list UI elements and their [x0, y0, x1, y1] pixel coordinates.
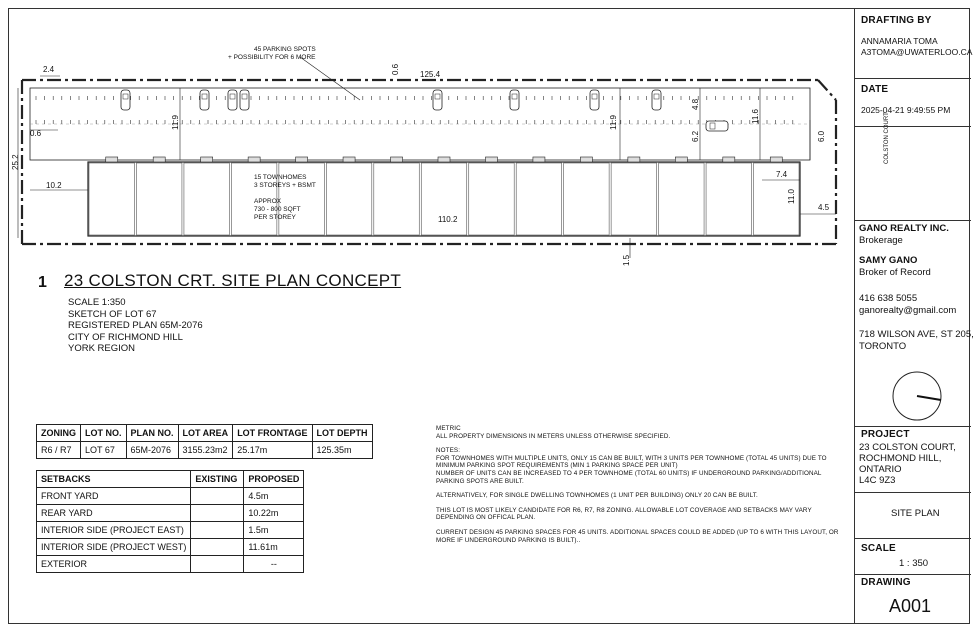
sheet-name: SITE PLAN	[891, 508, 940, 519]
porch-step	[201, 157, 213, 162]
dim-11-6: 11.6	[751, 109, 760, 124]
setback-cell	[191, 488, 244, 505]
car-icon	[240, 90, 249, 110]
project-line-1: 23 COLSTON COURT,	[859, 442, 956, 453]
car-icon	[706, 121, 728, 131]
plan-info-line: YORK REGION	[68, 343, 136, 354]
dim-7-4: 7.4	[776, 170, 788, 179]
date-value: 2025-04-21 9:49:55 PM	[861, 105, 951, 115]
email: ganorealty@gmail.com	[859, 305, 957, 316]
porch-step	[533, 157, 545, 162]
car-icon	[510, 90, 519, 110]
dim-1-5: 1.5	[622, 254, 631, 266]
lot-cell: 65M-2076	[126, 442, 178, 459]
lot-header: LOT FRONTAGE	[233, 425, 312, 442]
porch-step	[391, 157, 403, 162]
setback-cell	[191, 522, 244, 539]
project-line-3: ONTARIO	[859, 464, 902, 475]
setback-cell	[191, 505, 244, 522]
setback-cell: FRONT YARD	[37, 488, 191, 505]
porch-step	[485, 157, 497, 162]
svg-text:730 - 800 SQFT: 730 - 800 SQFT	[254, 206, 301, 213]
setbacks-header: SETBACKS	[37, 471, 191, 488]
svg-text:3 STOREYS + BSMT: 3 STOREYS + BSMT	[254, 182, 316, 189]
dim-10-2: 10.2	[46, 181, 62, 190]
project-section	[855, 426, 971, 427]
lot-header: LOT AREA	[178, 425, 233, 442]
broker-section	[855, 220, 971, 221]
setbacks-header: EXISTING	[191, 471, 244, 488]
drafting-head: DRAFTING BY	[861, 15, 932, 26]
note-2: NUMBER OF UNITS CAN BE INCREASED TO 4 PER TOWNHOME (TOTAL 60 UNITS) IF UNDERGROUND PARKING/ADDITIONAL PARKING SPOTS ARE BUILT.	[436, 469, 822, 485]
plan-title: 23 COLSTON CRT. SITE PLAN CONCEPT	[64, 271, 402, 290]
title-block	[854, 8, 974, 624]
street-label: COLSTON COURT	[884, 112, 890, 164]
company-name: GANO REALTY INC.	[859, 223, 949, 234]
setbacks-header: PROPOSED	[244, 471, 304, 488]
address-line-2: TORONTO	[859, 341, 907, 352]
notes-block	[436, 425, 848, 551]
note-4: THIS LOT IS MOST LIKELY CANDIDATE FOR R6, R7, R8 ZONING. ALLOWABLE LOT COVERAGE AND SETBACKS MAY VARY DEPENDING ON OFFICAL PLAN.	[436, 506, 812, 522]
lot-cell: LOT 67	[81, 442, 127, 459]
setback-cell: INTERIOR SIDE (PROJECT EAST)	[37, 522, 191, 539]
car-icon	[590, 90, 599, 110]
drafter-email: A3TOMA@UWATERLOO.CA	[861, 47, 973, 57]
project-line-2: ROCHMOND HILL,	[859, 453, 942, 464]
setback-cell	[191, 556, 244, 573]
plan-info-line: SCALE 1:350	[68, 297, 126, 308]
parking-note-2: + POSSIBILITY FOR 6 MORE	[228, 54, 316, 61]
porch-step	[438, 157, 450, 162]
setback-cell: REAR YARD	[37, 505, 191, 522]
scale-value: 1 : 350	[899, 558, 929, 569]
setback-cell: 10.22m	[244, 505, 304, 522]
sheet-name-section	[855, 492, 971, 493]
project-line-4: L4C 9Z3	[859, 475, 896, 486]
lot-cell: 125.35m	[312, 442, 372, 459]
svg-text:15 TOWNHOMES: 15 TOWNHOMES	[254, 174, 307, 181]
porch-step	[106, 157, 118, 162]
drawing-number: A001	[889, 596, 932, 616]
setback-cell: 1.5m	[244, 522, 304, 539]
plan-number: 1	[38, 274, 47, 291]
project-head: PROJECT	[861, 429, 910, 440]
porch-step	[770, 157, 782, 162]
setback-cell: 11.61m	[244, 539, 304, 556]
car-icon	[121, 90, 130, 110]
dim-0-6-top: 0.6	[391, 63, 400, 75]
porch-step	[580, 157, 592, 162]
townhome-block	[88, 157, 800, 236]
lot-table	[36, 424, 373, 459]
lot-line-ne-angle	[818, 80, 836, 100]
porch-step	[723, 157, 735, 162]
lot-header: ZONING	[37, 425, 81, 442]
svg-text:PER STOREY: PER STOREY	[254, 214, 296, 221]
notes-head: NOTES:	[436, 447, 461, 455]
dim-11-9-a: 11.9	[171, 115, 180, 130]
lot-cell: R6 / R7	[37, 442, 81, 459]
dim-25-2: 25.2	[11, 154, 20, 170]
drawing-head: DRAWING	[861, 577, 911, 588]
dim-2-4: 2.4	[43, 65, 55, 74]
townhome-outline	[88, 162, 800, 236]
car-icon	[228, 90, 237, 110]
metric-text: ALL PROPERTY DIMENSIONS IN METERS UNLESS OTHERWISE SPECIFIED.	[436, 432, 671, 440]
svg-text:APPROX: APPROX	[254, 198, 282, 205]
parked-cars	[121, 90, 728, 131]
porch-step	[248, 157, 260, 162]
broker-name: SAMY GANO	[859, 255, 918, 266]
dim-4-8: 4.8	[691, 98, 700, 110]
car-icon	[433, 90, 442, 110]
lot-cell: 25.17m	[233, 442, 312, 459]
porch-step	[343, 157, 355, 162]
dim-110-2: 110.2	[438, 215, 458, 224]
plan-info-line: SKETCH OF LOT 67	[68, 308, 157, 320]
date-head: DATE	[861, 84, 889, 95]
porch-step	[628, 157, 640, 162]
dim-125-4: 125.4	[420, 70, 441, 79]
porch-step	[675, 157, 687, 162]
dim-11-0: 11.0	[787, 189, 796, 204]
note-3: ALTERNATIVELY, FOR SINGLE DWELLING TOWNHOMES (1 UNIT PER BUILDING) ONLY 20 CAN BE BUILT.	[436, 492, 758, 500]
setbacks-table	[36, 470, 304, 573]
drafter-name: ANNAMARIA TOMA	[861, 36, 938, 46]
north-arrow-icon	[891, 370, 943, 422]
dim-6-2: 6.2	[691, 130, 700, 142]
setback-cell	[191, 539, 244, 556]
porch-step	[296, 157, 308, 162]
porch-step	[153, 157, 165, 162]
plan-info	[68, 297, 203, 355]
setback-cell: --	[244, 556, 304, 573]
phone: 416 638 5055	[859, 293, 918, 304]
scale-section	[855, 538, 971, 539]
lot-header: LOT DEPTH	[312, 425, 372, 442]
broker-role: Broker of Record	[859, 267, 931, 278]
note-5: CURRENT DESIGN 45 PARKING SPACES FOR 45 UNITS. ADDITIONAL SPACES COULD BE ADDED (UP TO 6 WITH THIS LAYOUT, OR MORE IF UNDERGROUND PARKING IS BUILT)..	[436, 528, 839, 544]
car-icon	[200, 90, 209, 110]
note-1: FOR TOWNHOMES WITH MULTIPLE UNITS, ONLY 15 CAN BE BUILT, WITH 3 UNITS PER TOWNHOME (TOTAL 45 UNITS) DUE TO MINIMUM PARKING SPOT REQUIREMENTS (MIN 1 PARKING SPACE PER UNIT)	[436, 454, 827, 470]
dim-11-9-b: 11.9	[609, 115, 618, 130]
lot-header: LOT NO.	[81, 425, 127, 442]
dim-6-0: 6.0	[817, 130, 826, 142]
plan-info-line: REGISTERED PLAN 65M-2076	[68, 320, 203, 331]
setback-cell: INTERIOR SIDE (PROJECT WEST)	[37, 539, 191, 556]
setback-cell: 4.5m	[244, 488, 304, 505]
dim-4-5: 4.5	[818, 203, 830, 212]
parking-note-1: 45 PARKING SPOTS	[254, 46, 316, 53]
address-line-1: 718 WILSON AVE, ST 205,	[859, 329, 974, 340]
metric-label: METRIC	[436, 425, 461, 432]
scale-head: SCALE	[861, 543, 896, 554]
dim-0-6-left: 0.6	[30, 129, 42, 138]
lot-header: PLAN NO.	[126, 425, 178, 442]
car-icon	[652, 90, 661, 110]
blank-section	[855, 126, 971, 127]
company-role: Brokerage	[859, 235, 903, 246]
plan-info-line: CITY OF RICHMOND HILL	[68, 331, 183, 343]
drawing-section	[855, 574, 971, 575]
lot-cell: 3155.23m2	[178, 442, 233, 459]
parking-stalls	[36, 96, 793, 124]
setback-cell: EXTERIOR	[37, 556, 191, 573]
